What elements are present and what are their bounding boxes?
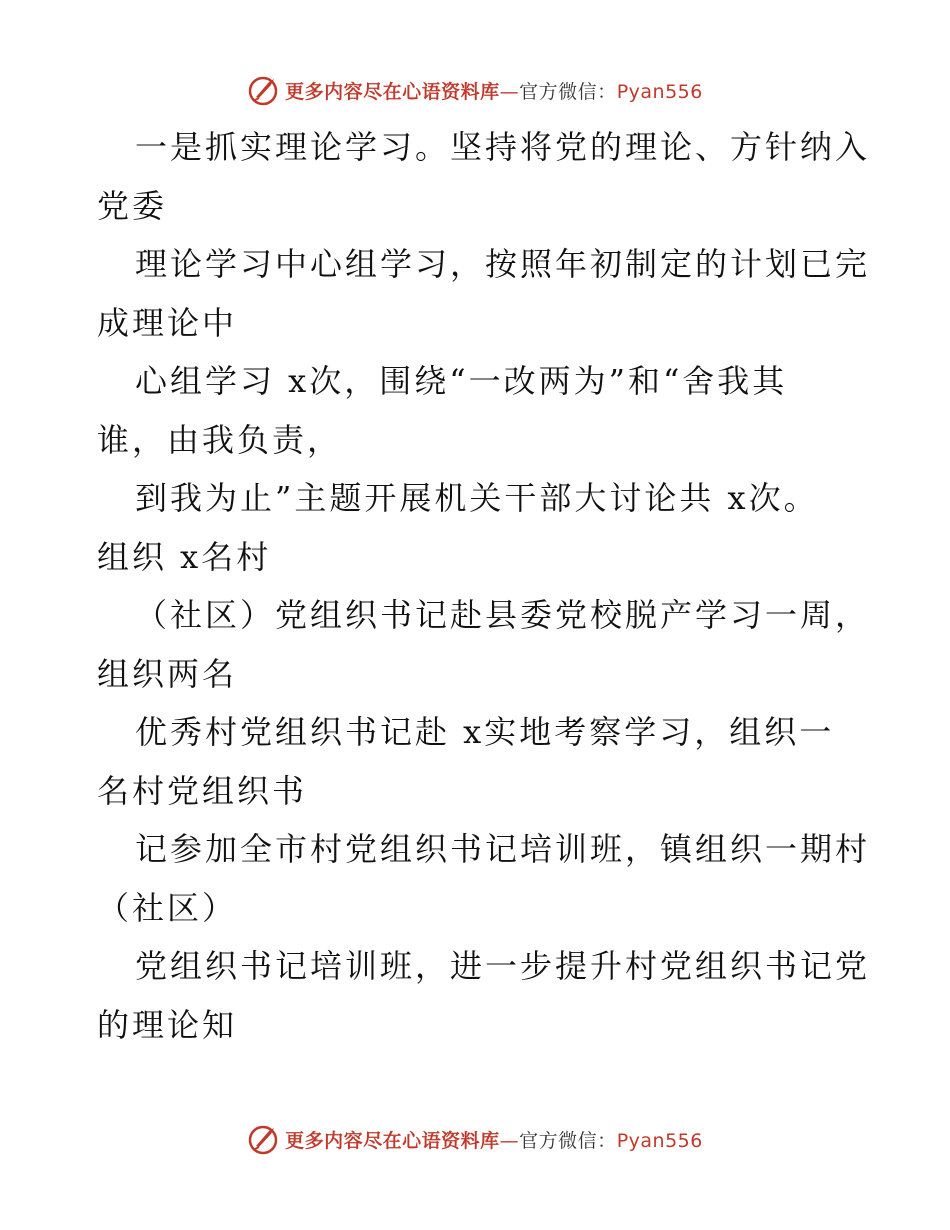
text-line: 心组学习 x次，围绕“一改两为”和“舍我其 bbox=[135, 362, 788, 400]
header-text bbox=[285, 77, 703, 104]
text-line: 党组织书记培训班，进一步提升村党组织书记党 bbox=[135, 947, 871, 985]
text-line: 理论学习中心组学习，按照年初制定的计划已完 bbox=[135, 245, 871, 283]
text-line: （社区）党组织书记赴县委党校脱产学习一周， bbox=[135, 596, 871, 634]
footer-official-label: 官方微信： bbox=[519, 1129, 617, 1152]
footer-text bbox=[285, 1126, 703, 1153]
text-line: 成理论中 bbox=[97, 303, 238, 342]
header-official-label: 官方微信： bbox=[519, 80, 617, 103]
text-line: 组织 x名村 bbox=[97, 537, 272, 576]
footer-separator: — bbox=[499, 1129, 520, 1152]
text-line: 优秀村党组织书记赴 x实地考察学习，组织一 bbox=[135, 713, 835, 751]
text-line: 一是抓实理论学习。坚持将党的理论、方针纳入 bbox=[135, 128, 871, 166]
footer-banner bbox=[0, 1119, 950, 1159]
text-line: （社区） bbox=[97, 888, 238, 927]
document-body bbox=[97, 118, 877, 1054]
text-line: 组织两名 bbox=[97, 654, 238, 693]
text-line: 记参加全市村党组织书记培训班，镇组织一期村 bbox=[135, 830, 871, 868]
text-line: 党委 bbox=[97, 186, 168, 225]
footer-brand-text: 更多内容尽在心语资料库 bbox=[285, 1129, 500, 1152]
text-line: 到我为止”主题开展机关干部大讨论共 x次。 bbox=[135, 479, 819, 517]
text-line: 谁，由我负责， bbox=[97, 420, 343, 459]
header-separator: — bbox=[499, 80, 520, 103]
text-line: 名村党组织书 bbox=[97, 771, 308, 810]
quill-pen-logo-icon bbox=[247, 73, 281, 107]
quill-pen-logo-icon bbox=[247, 1122, 281, 1156]
footer-wechat-id: Pyan556 bbox=[616, 1129, 703, 1152]
text-line: 的理论知 bbox=[97, 1005, 238, 1044]
header-banner bbox=[0, 70, 950, 110]
header-brand-text: 更多内容尽在心语资料库 bbox=[285, 80, 500, 103]
header-wechat-id: Pyan556 bbox=[616, 80, 703, 103]
